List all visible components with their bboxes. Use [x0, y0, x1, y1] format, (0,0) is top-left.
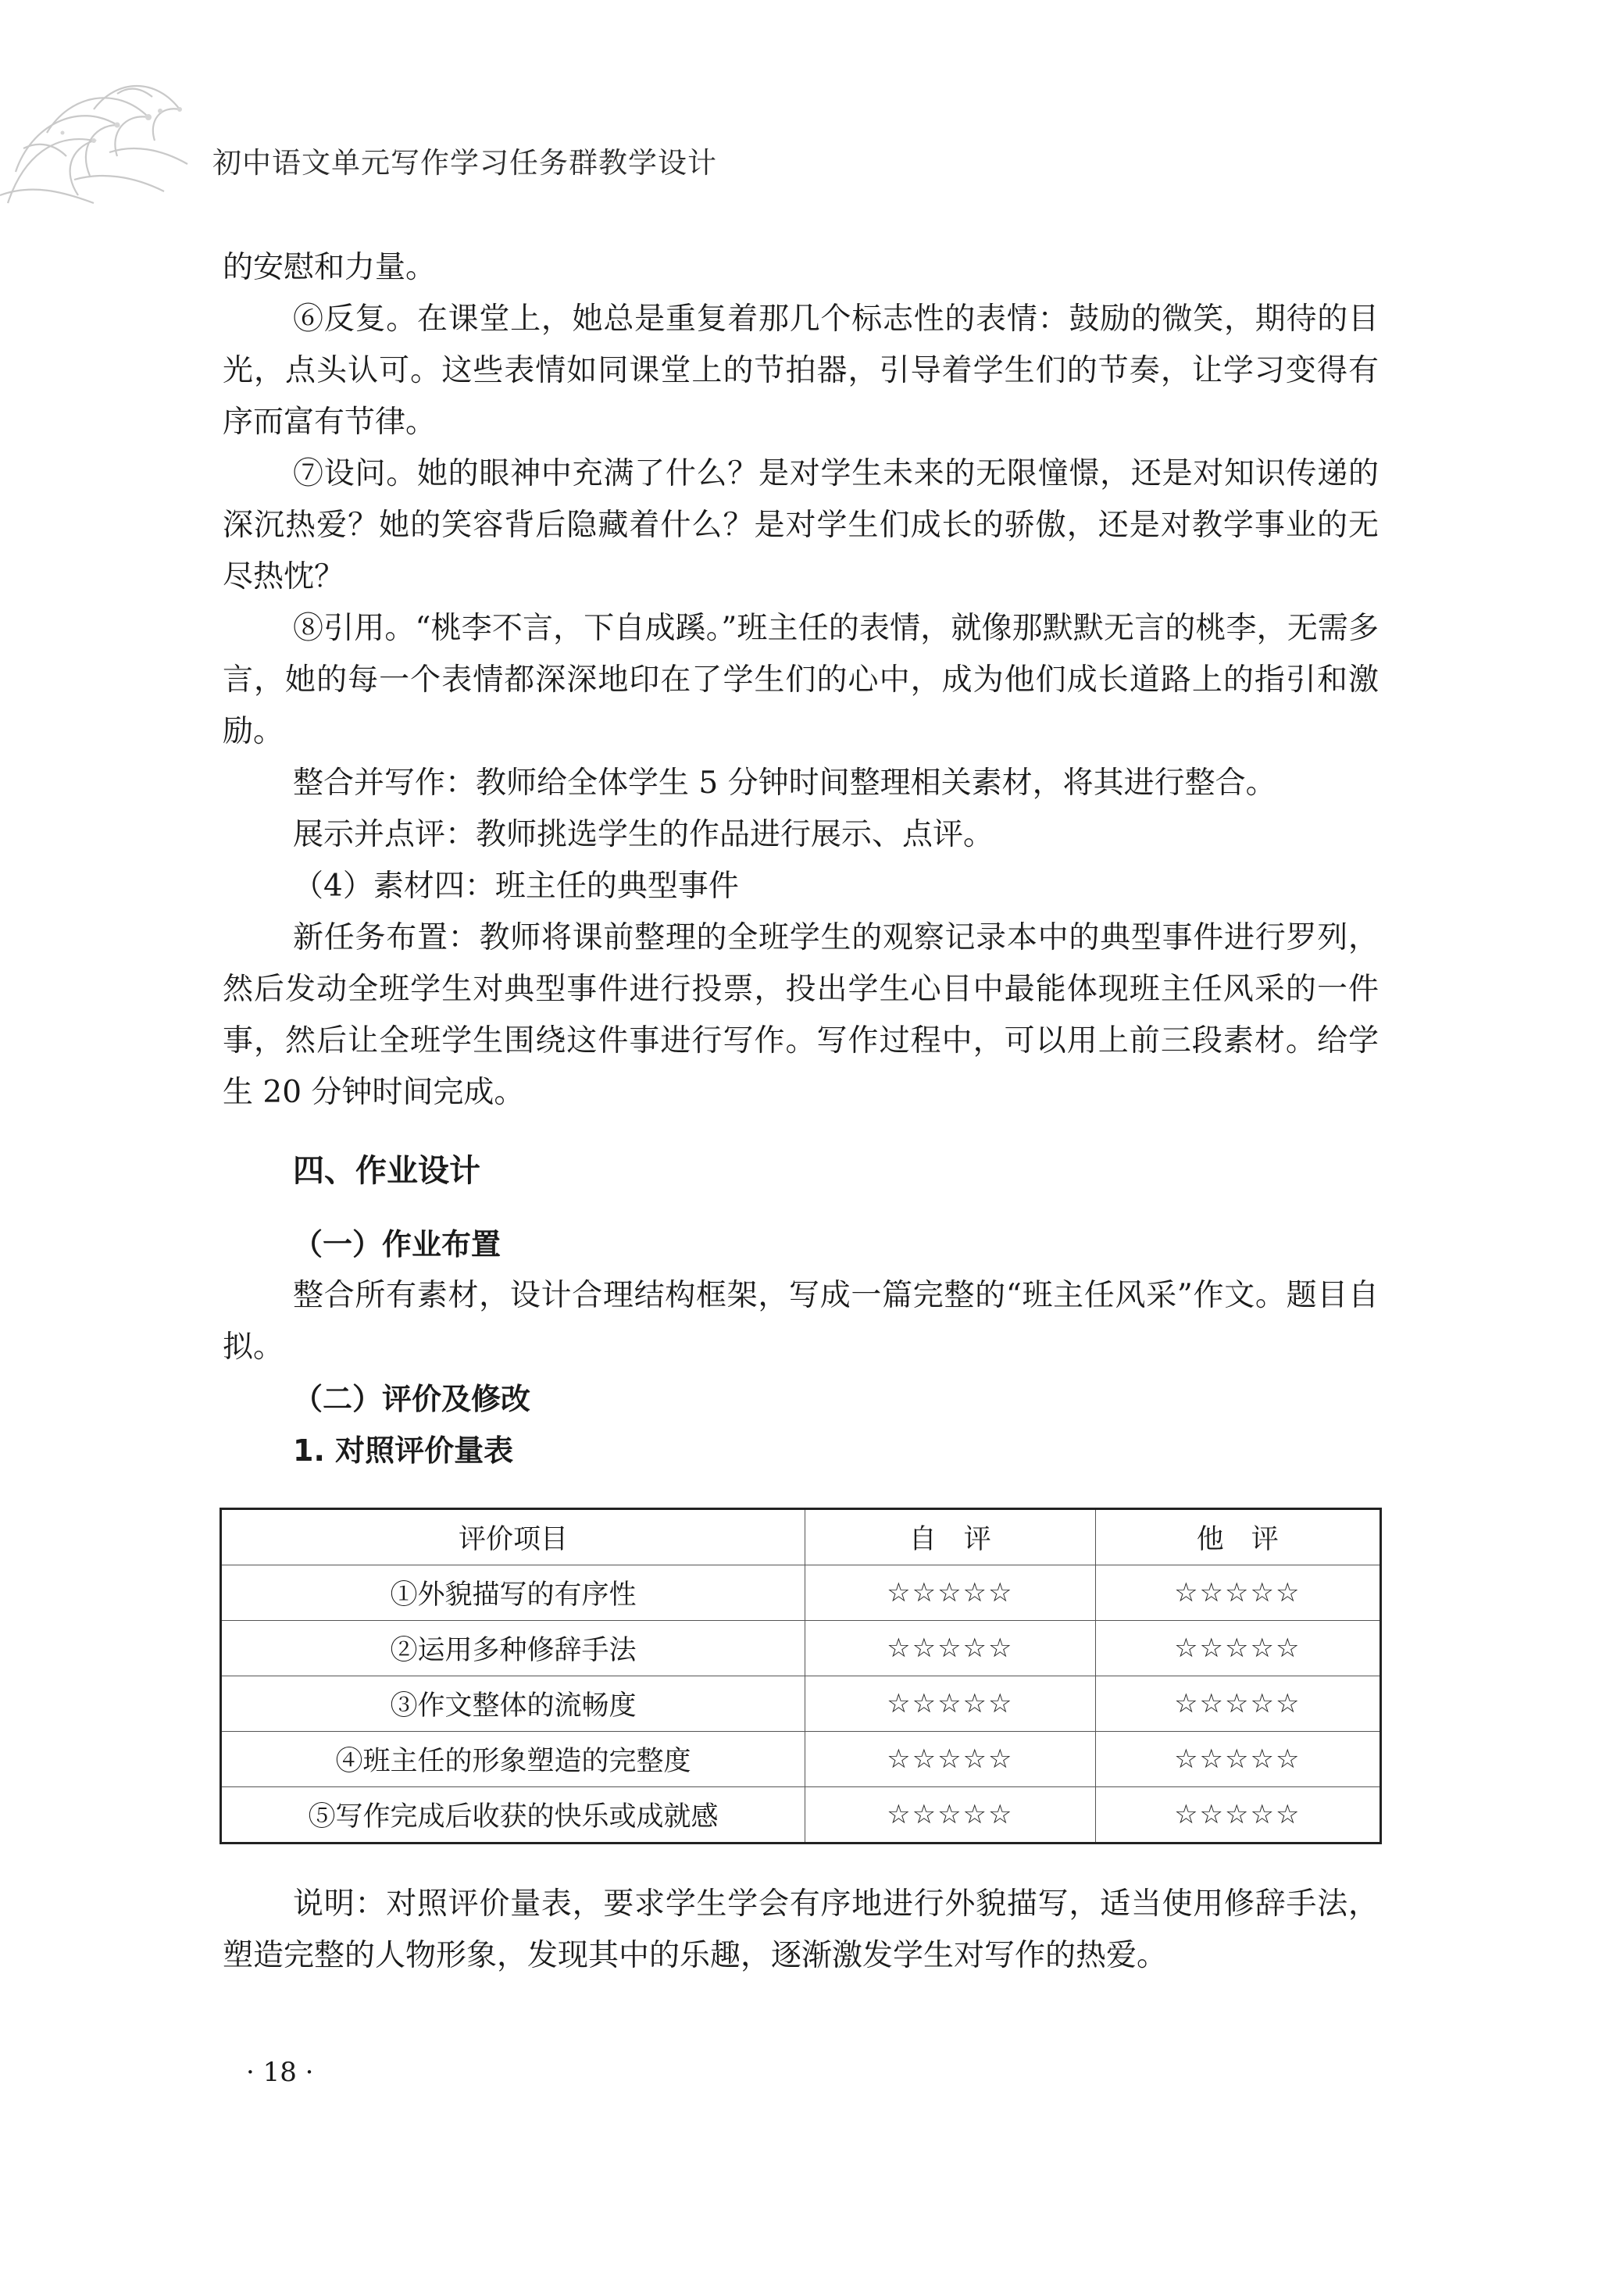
rating-stars: ☆☆☆☆☆	[1095, 1732, 1380, 1787]
table-cell: ⑤写作完成后收获的快乐或成就感	[221, 1787, 805, 1843]
rating-stars: ☆☆☆☆☆	[1095, 1676, 1380, 1732]
rating-stars: ☆☆☆☆☆	[1095, 1565, 1380, 1621]
paragraph: 整合所有素材，设计合理结构框架，写成一篇完整的“班主任风采”作文。题目自拟。	[223, 1278, 1379, 1365]
table-cell: ③作文整体的流畅度	[221, 1676, 805, 1732]
page-content	[223, 242, 1379, 1982]
subsection-heading: （二）评价及修改	[293, 1382, 531, 1416]
section-heading: 四、作业设计	[293, 1153, 480, 1189]
paragraph: （4）素材四：班主任的典型事件	[293, 869, 739, 904]
paragraph: ⑧引用。“桃李不言，下自成蹊。”班主任的表情，就像那默默无言的桃李，无需多言，她的每一个表情都深深地印在了学生们的心中，成为他们成长道路上的指引和激励。	[223, 611, 1379, 749]
rating-stars: ☆☆☆☆☆	[805, 1565, 1095, 1621]
table-cell: ①外貌描写的有序性	[221, 1565, 805, 1621]
table-header-row	[221, 1509, 1381, 1565]
table-row	[221, 1565, 1381, 1621]
table-cell: ②运用多种修辞手法	[221, 1621, 805, 1676]
paragraph: 新任务布置：教师将课前整理的全班学生的观察记录本中的典型事件进行罗列，然后发动全班学生对典型事件进行投票，投出学生心目中最能体现班主任风采的一件事，然后让全班学生围绕这件事进行写作。写作过程中，可以用上前三段素材。给学生 20 分钟时间完成。	[223, 920, 1379, 1110]
rating-stars: ☆☆☆☆☆	[805, 1732, 1095, 1787]
rating-stars: ☆☆☆☆☆	[805, 1787, 1095, 1843]
table-row	[221, 1676, 1381, 1732]
table-row	[221, 1732, 1381, 1787]
rating-stars: ☆☆☆☆☆	[805, 1676, 1095, 1732]
evaluation-table	[220, 1508, 1382, 1844]
wave-illustration	[0, 16, 195, 211]
page-number: · 18 ·	[246, 2057, 314, 2088]
rating-stars: ☆☆☆☆☆	[805, 1621, 1095, 1676]
table-row	[221, 1787, 1381, 1843]
paragraph: 整合并写作：教师给全体学生 5 分钟时间整理相关素材，将其进行整合。	[293, 766, 1276, 801]
paragraph: 的安慰和力量。	[223, 250, 437, 285]
table-header-cell: 评价项目	[221, 1509, 805, 1565]
paragraph: ⑥反复。在课堂上，她总是重复着那几个标志性的表情：鼓励的微笑，期待的目光，点头认可。这些表情如同课堂上的节拍器，引导着学生们的节奏，让学习变得有序而富有节律。	[223, 302, 1379, 440]
rating-stars: ☆☆☆☆☆	[1095, 1621, 1380, 1676]
table-header-cell: 他 评	[1095, 1509, 1380, 1565]
list-heading: 1. 对照评价量表	[293, 1433, 514, 1468]
table-header-cell: 自 评	[805, 1509, 1095, 1565]
paragraph: 展示并点评：教师挑选学生的作品进行展示、点评。	[293, 817, 994, 852]
note-paragraph: 说明：对照评价量表，要求学生学会有序地进行外貌描写，适当使用修辞手法，塑造完整的人物形象，发现其中的乐趣，逐渐激发学生对写作的热爱。	[223, 1886, 1379, 1973]
table-cell: ④班主任的形象塑造的完整度	[221, 1732, 805, 1787]
paragraph: ⑦设问。她的眼神中充满了什么？是对学生未来的无限憧憬，还是对知识传递的深沉热爱？她的笑容背后隐藏着什么？是对学生们成长的骄傲，还是对教学事业的无尽热忱？	[223, 456, 1379, 594]
rating-stars: ☆☆☆☆☆	[1095, 1787, 1380, 1843]
table-row	[221, 1621, 1381, 1676]
header-title: 初中语文单元写作学习任务群教学设计	[212, 146, 717, 180]
subsection-heading: （一）作业布置	[293, 1227, 501, 1262]
paragraphs-top	[223, 242, 1379, 1119]
